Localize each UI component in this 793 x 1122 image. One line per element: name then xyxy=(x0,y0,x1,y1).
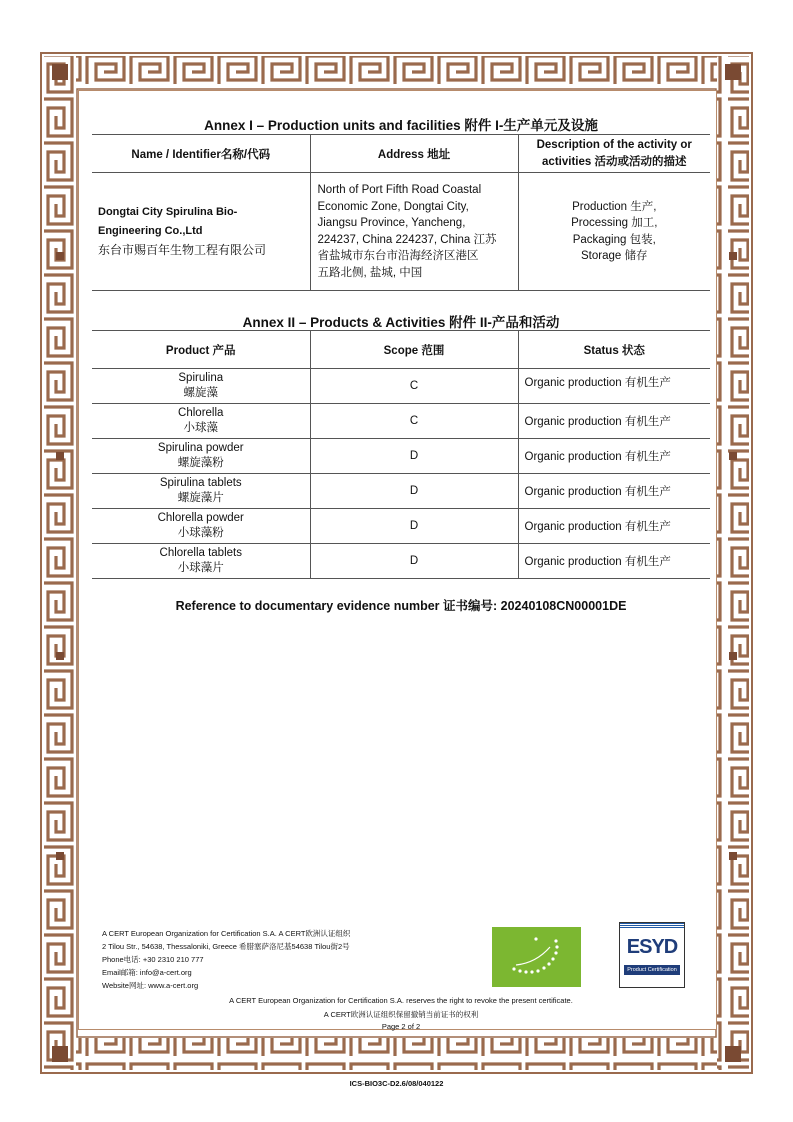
header-name: Name / Identifier名称/代码 xyxy=(92,135,310,173)
activities-cell xyxy=(518,173,710,291)
header-scope: Scope 范围 xyxy=(310,331,518,369)
annex1-title: Annex I – Production units and facilities 附件 I-生产单元及设施 xyxy=(204,118,598,133)
status-cell: Organic production 有机生产 xyxy=(518,439,710,474)
footer-address: 2 Tilou Str., 54638, Thessaloniki, Greece 希腊塞萨洛尼基54638 Tilou街2号 xyxy=(102,942,350,951)
activity-item: Packaging 包装, xyxy=(572,233,656,246)
address-line: 省盐城市东台市沿海经济区港区 xyxy=(317,250,479,262)
product-name-en: Chlorella powder xyxy=(157,512,244,524)
company-cell xyxy=(92,173,310,291)
header-address: Address 地址 xyxy=(310,135,518,173)
product-name-en: Chlorella tablets xyxy=(159,547,242,559)
status-cell: Organic production 有机生产 xyxy=(518,369,710,404)
table-row xyxy=(92,474,710,509)
annex2-title: Annex II – Products & Activities 附件 II-产品和活动 xyxy=(242,315,560,330)
reference-number: Reference to documentary evidence number 证书编号: 20240108CN00001DE xyxy=(175,599,627,613)
header-product: Product 产品 xyxy=(92,331,310,369)
status-cell: Organic production 有机生产 xyxy=(518,404,710,439)
scope-cell: C xyxy=(310,404,518,439)
table-row xyxy=(92,509,710,544)
scope-cell: D xyxy=(310,544,518,579)
annex1-row xyxy=(92,173,710,291)
table-row xyxy=(92,439,710,474)
product-name-en: Spirulina tablets xyxy=(159,477,242,489)
annex1-table xyxy=(92,134,710,291)
company-name-cn: 东台市赐百年生物工程有限公司 xyxy=(98,243,267,257)
address-line: North of Port Fifth Road Coastal xyxy=(317,184,482,196)
address-cell xyxy=(310,173,518,291)
company-name-en: Engineering Co.,Ltd xyxy=(98,225,203,237)
scope-cell: D xyxy=(310,474,518,509)
esyd-wordmark: ESYD xyxy=(626,936,678,958)
table-row xyxy=(92,369,710,404)
address-line: 224237, China 224237, China 江苏 xyxy=(317,233,497,246)
esyd-accreditation-icon xyxy=(619,922,685,988)
company-name-en: Dongtai City Spirulina Bio- xyxy=(98,206,238,218)
revocation-note-cn: A CERT欧洲认证组织保留撤销当前证书的权利 xyxy=(323,1010,479,1019)
annex1-header-row xyxy=(92,135,710,173)
footer-website[interactable]: Website网址: www.a-cert.org xyxy=(102,981,199,990)
footer-contact xyxy=(102,927,350,992)
product-name-en: Chlorella xyxy=(178,407,224,419)
scope-cell: C xyxy=(310,369,518,404)
esyd-subtitle: Product Certification xyxy=(624,965,680,975)
product-name-en: Spirulina powder xyxy=(157,442,244,454)
product-name-cn: 螺旋藻 xyxy=(183,387,218,399)
scope-cell: D xyxy=(310,509,518,544)
header-description-line: Description of the activity or xyxy=(536,139,692,151)
product-name-cn: 螺旋藻粉 xyxy=(177,457,224,469)
document-code: ICS-BIO3C-D2.6/08/040122 xyxy=(349,1079,444,1088)
product-cell xyxy=(92,439,310,474)
status-cell: Organic production 有机生产 xyxy=(518,544,710,579)
revocation-note-en: A CERT European Organization for Certification S.A. reserves the right to revoke the present certificate. xyxy=(229,996,573,1005)
table-row xyxy=(92,544,710,579)
address-line: Economic Zone, Dongtai City, xyxy=(317,200,469,213)
footer-phone: Phone电话: +30 2310 210 777 xyxy=(102,955,204,964)
greek-flag-stripe xyxy=(620,923,684,928)
product-name-cn: 螺旋藻片 xyxy=(177,492,224,504)
product-cell xyxy=(92,509,310,544)
activity-item: Storage 储存 xyxy=(581,250,648,262)
product-name-en: Spirulina xyxy=(178,372,224,384)
status-cell: Organic production 有机生产 xyxy=(518,474,710,509)
eu-organic-leaf-icon xyxy=(492,927,581,987)
product-name-cn: 小球藻粉 xyxy=(177,527,224,539)
product-cell xyxy=(92,544,310,579)
status-cell: Organic production 有机生产 xyxy=(518,509,710,544)
table-row xyxy=(92,404,710,439)
address-line: 五路北侧, 盐城, 中国 xyxy=(317,266,423,279)
annex2-table xyxy=(92,330,710,579)
header-status: Status 状态 xyxy=(518,331,710,369)
header-description-line: activities 活动或活动的描述 xyxy=(542,155,687,168)
scope-cell: D xyxy=(310,439,518,474)
activity-item: Processing 加工, xyxy=(571,217,658,229)
header-description xyxy=(518,135,710,173)
product-cell xyxy=(92,369,310,404)
product-name-cn: 小球藻 xyxy=(183,422,218,434)
annex2-header-row xyxy=(92,331,710,369)
product-cell xyxy=(92,474,310,509)
footer-email[interactable]: Email邮箱: info@a-cert.org xyxy=(102,968,192,977)
product-cell xyxy=(92,404,310,439)
address-line: Jiangsu Province, Yancheng, xyxy=(317,217,466,229)
activity-item: Production 生产, xyxy=(572,200,657,213)
product-name-cn: 小球藻片 xyxy=(177,562,224,574)
page-number: Page 2 of 2 xyxy=(381,1022,421,1031)
footer-org: A CERT European Organization for Certification S.A. A CERT欧洲认证组织 xyxy=(102,929,351,938)
